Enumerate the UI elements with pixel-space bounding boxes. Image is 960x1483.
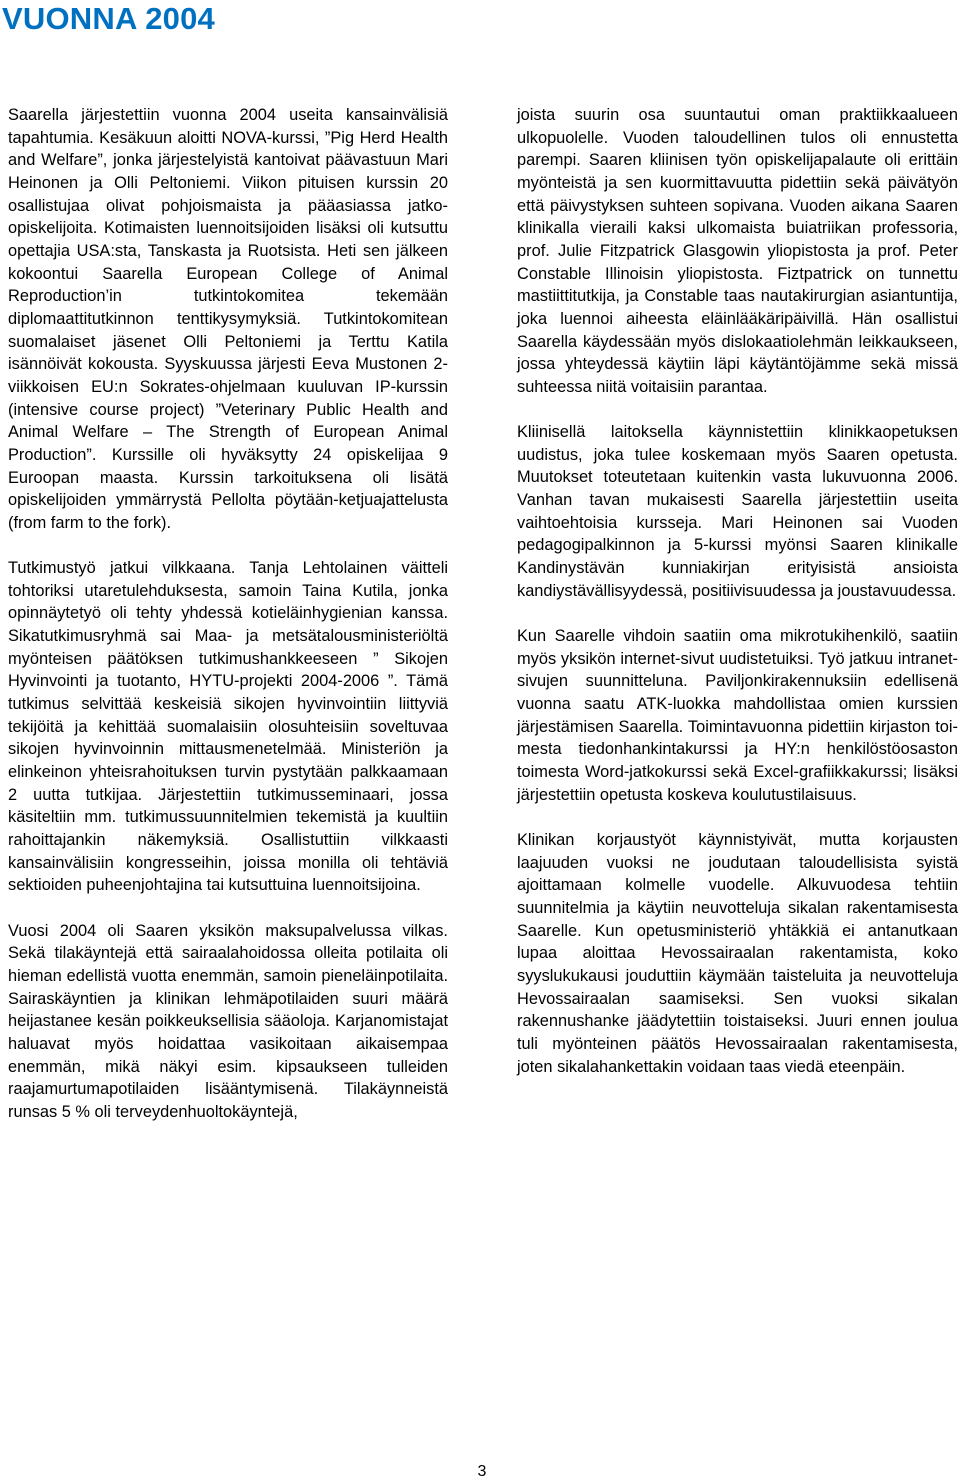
paragraph-research: Tutkimustyö jatkui vilkkaana. Tanja Lehtolainen väitteli tohtoriksi utaretulehduksesta, samoin Taina Kutila, jonka opinnäytetyö oli tehty yhdessä kotieläinhygienian kanssa. Sikatutkimusryhmä sai Maa- ja metsätalousministeriöltä myönteisen päätöksen tutkimushankkeeseen ” Sikojen Hyvinvointi ja tuotanto, HYTU-projekti 2004-2006 ”. Tämä tutkimus selvittää keskeisiä sikojen hyvinvointiin liittyviä tekijöitä ja kehittää suomalaisiin olosuhteisiin soveltuvaa sikojen hyvinvoinnin mittausmenetelmää. Ministeriön ja elinkeinon yhteisrahoituksen turvin pystytään palkkaamaan 2 uutta tutkijaa. Järjestettiin tutkimusseminaari, jossa käsiteltiin mm. tutkimussuunnitelmien tekemistä ja kuultiin rahoittajankin näkemyksiä. Osallistuttiin vilkkaasti kansainvälisiin kongresseihin, joissa monilla oli tehtäviä sektioiden puheenjohtajina tai kutsuttuina luennoitsijoina.: [8, 559, 448, 895]
page-title: VUONNA 2004: [2, 1, 215, 36]
paragraph-service: Vuosi 2004 oli Saaren yksikön maksupalvelussa vilkas. Sekä tilakäyntejä että sairaalahoidossa olleita potilaita oli hieman edellistä vuotta enemmän, samoin pieneläinpotilaita. Sairaskäyntien ja klinikan lehmäpotilaiden suuri määrä heijastanee kesän poikkeuksellisia sääoloja. Karjanomistajat haluavat myös hoidattaa vasikoitaan aikaisempaa enemmän, mikä näkyi esim. kipsaukseen tulleiden raajamurtumapotilaiden lisääntymisenä. Tilakäynneistä runsas 5 % oli terveydenhuoltokäyntejä,: [8, 921, 448, 1121]
paragraph-renovation: Klinikan korjaustyöt käynnistyivät, mutta korjausten laajuuden vuoksi ne joudutaan taloudellisista syistä ajoittamaan kolmelle vuodelle. Alkuvuodesa tehtiin suunnitelmia ja käytiin neuvotteluja sikalan rakentamisesta Saarelle. Kun opetusministeriö yhtäkkiä ei antanutkaan lupaa aloittaa Hevossairaalan rakentamista, koko syyslukukausi jouduttiin käymään taisteluita ja neuvotteluja Hevossairaalan saamiseksi. Sen vuoksi sikalan rakennushanke jäädytettiin toistaiseksi. Juuri ennen joulua tuli myönteinen päätös Hevossairaalan rakentamisesta, joten sikalahankettakin voidaan taas viedä eteenpäin.: [517, 830, 958, 1076]
left-column: [8, 104, 448, 1124]
paragraph-service-continued: joista suurin osa suuntautui oman praktiikkaalueen ulkopuolelle. Vuoden taloudellinen tulos oli ennustetta parempi. Saaren kliinisen työn opiskelijapalaute oli erittäin myönteistä ja sen kuormittavuutta pidettiin sekä päivätyön että päivystyksen suhteen sopivana. Vuoden aikana Saaren klinikalla vieraili kaksi ulkomaista buiatriikan professoria, prof. Julie Fitzpatrick Glasgowin yliopistosta ja prof. Peter Constable Illinoisin yliopistosta. Fiztpatrick on tunnettu mastiittitutkija, ja Constable taas nautakirurgian asiantuntija, joka luennoi aiheesta eläinlääkäripäivillä. Hän osallistui Saarella käydessään myös dislokaatiolehmän leikkaukseen, jossa yhteydessä käytiin läpi käytäntöjämme sekä missä suhteessa niitä voitaisiin parantaa.: [517, 106, 958, 396]
right-column: [517, 104, 958, 1078]
paragraph-international-events: Saarella järjestettiin vuonna 2004 useita kansainvälisiä tapahtumia. Kesäkuun aloitti NOVA-kurssi, ”Pig Herd Health and Welfare”, jonka järjestelyistä kantoivat päävastuun Mari Heinonen ja Olli Peltoniemi. Viikon pituisen kurssin 20 osallistujaa olivat pohjoismaista ja pääasiassa jatko-opiskelijoita. Kotimaisten luennoitsijoiden lisäksi oli kutsuttu opettajia USA:sta, Tanskasta ja Ruotsista. Heti sen jälkeen kokoontui Saarella European College of Animal Reproduction’in tutkintokomitea tekemään diplomaattitutkinnon tenttikysymyksiä. Tutkintokomitean suomalaiset jäsenet Olli Peltoniemi ja Terttu Katila isännöivät kokousta. Syyskuussa järjesti Eeva Mustonen 2-viikkoisen EU:n Sokrates-ohjelmaan kuuluvan IP-kurssin (intensive course project) ”Veterinary Public Health and Animal Welfare – The Strength of European Animal Production”. Kurssille oli hyväksytty 24 opiskelijaa 9 Euroopan maasta. Kurssin tarkoituksena oli lisätä opiskelijoiden ymmärrystä Pellolta pöytään-ketjuajattelusta (from farm to the fork).: [8, 106, 448, 532]
page-number: 3: [477, 1463, 487, 1480]
paragraph-it-support: Kun Saarelle vihdoin saatiin oma mikrotukihenkilö, saatiin myös yksikön internet-sivut uudistetuiksi. Työ jatkuu intranet-sivujen suunnitteluna. Paviljonkirakennuksiin edellisenä vuonna saatu ATK-luokka mahdollistaa omien kurssien järjestämisen Saarella. Toimintavuonna pidettiin kirjaston toimesta tiedonhankintakurssi ja HY:n henkilöstöosaston toimesta Word-jatkokurssi sekä Excel-grafiikkakurssi; lisäksi järjestettiin opetusta koskeva koulutustilaisuus.: [517, 627, 958, 804]
paragraph-clinical-teaching: Kliinisellä laitoksella käynnistettiin klinikkaopetuksen uudistus, joka tulee koskemaan myös Saaren opetusta. Muutokset toteutetaan kuitenkin vasta lukuvuonna 2006. Vanhan tavan mukaisesti Saarella järjestettiin useita vaihtoehtoisia kursseja. Mari Heinonen sai Vuoden pedagogipalkinnon ja 5-kurssi myönsi Saaren klinikalle Kandinystävän kunniakirjan erityisistä ansioista kandiystävällisyydessä, positiivisuudessa ja joustavuudessa.: [517, 423, 958, 600]
